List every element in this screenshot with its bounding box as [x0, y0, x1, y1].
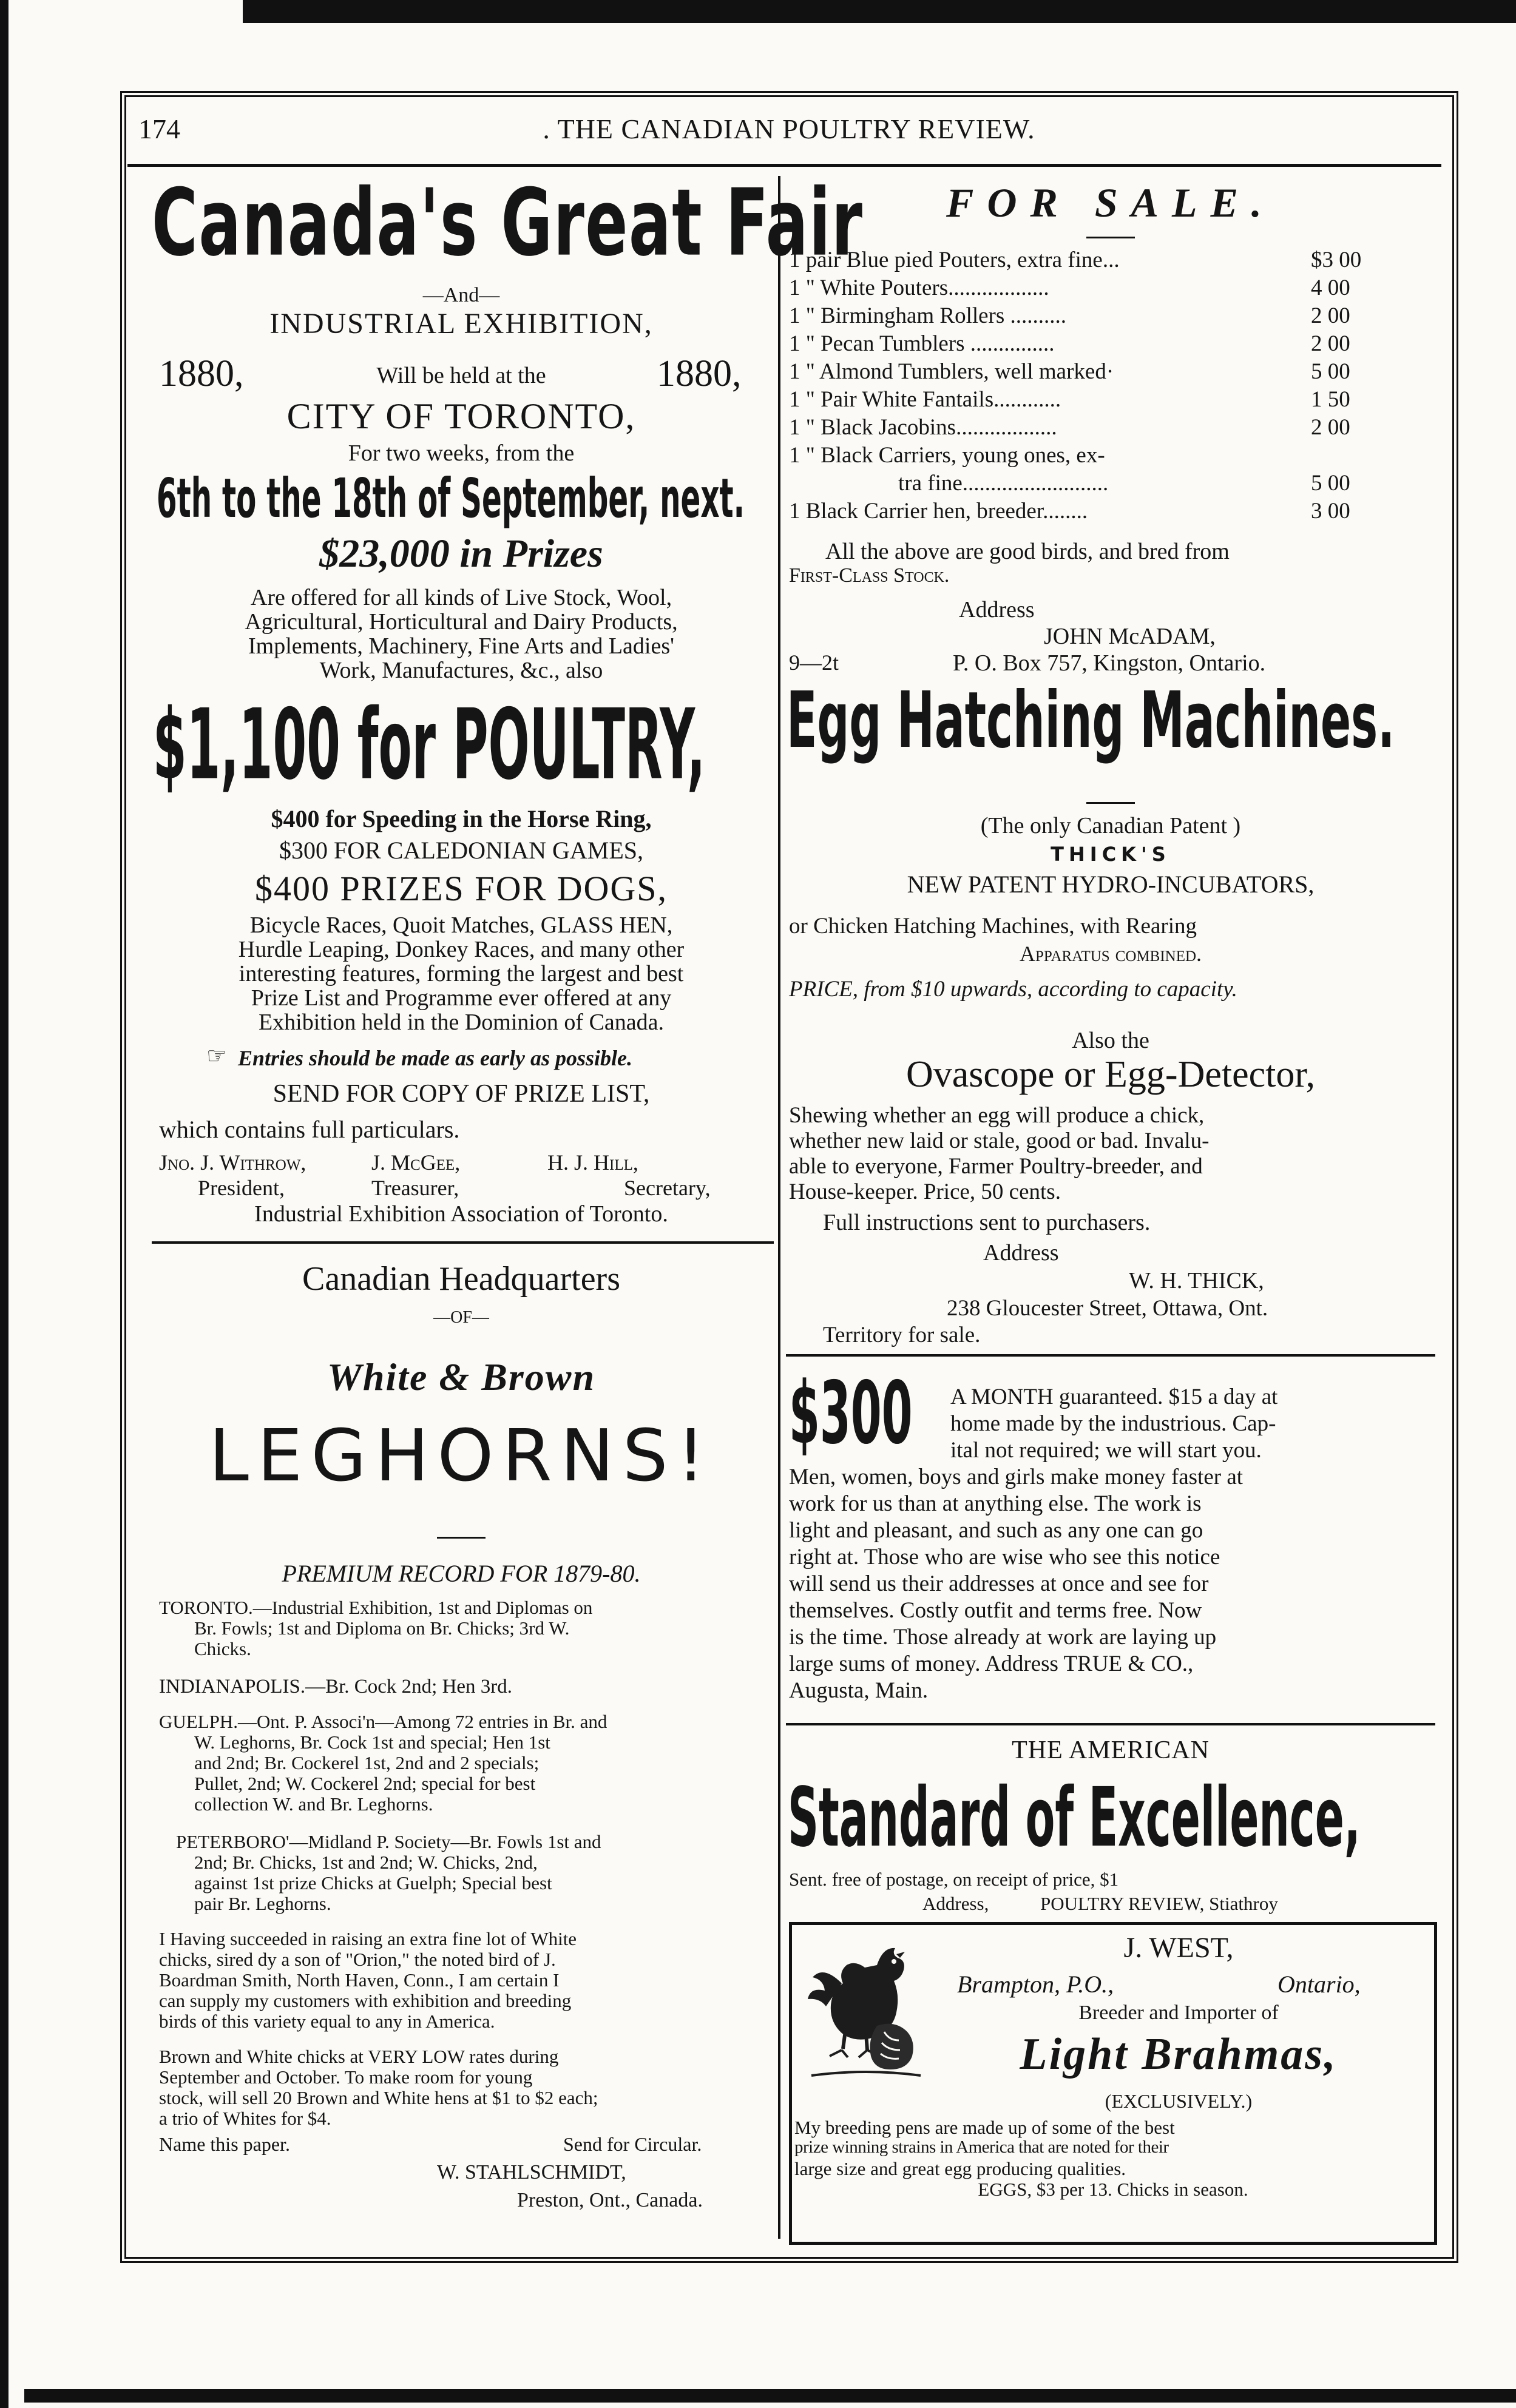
text-line: ital not required; we will start you. [950, 1438, 1262, 1463]
text-line: Men, women, boys and girls make money faster at [789, 1465, 1244, 1489]
sale-item-label: 1 " Black Jacobins.................. [789, 415, 1057, 440]
fair-association: Industrial Exhibition Association of Toronto. [254, 1201, 668, 1227]
text-line: can supply my customers with exhibition and breeding [159, 1990, 572, 2011]
text-line: Br. Fowls; 1st and Diploma on Br. Chicks; 3rd W. [194, 1617, 570, 1639]
fair-headline: Canada's Great Fair [152, 169, 864, 277]
text-line: Bicycle Races, Quoit Matches, GLASS HEN, [249, 912, 673, 938]
standard-title: Standard of Excellence, [788, 1769, 1361, 1865]
text-line: PETERBORO'—Midland P. Society—Br. Fowls 1st and [176, 1831, 601, 1852]
fair-and: —And— [422, 284, 500, 306]
text-line: 2nd; Br. Chicks, 1st and 2nd; W. Chicks, 2nd, [194, 1852, 538, 1873]
sale-item-label: 1 " White Pouters.................. [789, 275, 1049, 300]
leghorns-record: PREMIUM RECORD FOR 1879-80. [282, 1560, 641, 1587]
column-rule [778, 176, 780, 2239]
egg-price: PRICE, from $10 upwards, according to capacity. [789, 977, 1237, 1002]
text-line: Implements, Machinery, Fine Arts and Ladies' [248, 633, 674, 659]
standard-address-label: Address, [922, 1893, 989, 1914]
text-line: Shewing whether an egg will produce a chick, [789, 1103, 1205, 1128]
west-advertisement [789, 1922, 1437, 2245]
fair-poultry-headline: $1,100 for POULTRY, [153, 688, 706, 801]
sale-item-label: 1 " Birmingham Rollers .......... [789, 303, 1067, 328]
fair-contains: which contains full particulars. [159, 1116, 460, 1143]
fair-prizes: $23,000 in Prizes [319, 531, 603, 576]
title-treasurer: Treasurer, [371, 1176, 459, 1200]
egg-brand: THICK'S [1051, 843, 1171, 866]
egg-or-chicken: or Chicken Hatching Machines, with Rearing [789, 914, 1197, 939]
text-line: Work, Manufactures, &c., also [319, 658, 603, 683]
leghorns-of: —OF— [433, 1308, 489, 1327]
text-line: is the time. Those already at work are laying up [789, 1625, 1217, 1650]
sale-item-price: 1 50 [1311, 387, 1350, 412]
fair-dates: 6th to the 18th of September, next. [157, 468, 745, 530]
for-sale-name: JOHN McADAM, [1044, 624, 1216, 649]
egg-territory: Territory for sale. [823, 1323, 981, 1347]
fair-city: CITY OF TORONTO, [286, 396, 636, 436]
sale-item-label: tra fine.......................... [898, 471, 1109, 496]
text-line: birds of this variety equal to any in America. [159, 2011, 495, 2032]
leghorns-heading: Canadian Headquarters [302, 1260, 620, 1298]
west-breed: Light Brahmas, [1020, 2029, 1338, 2079]
standard-the-american: THE AMERICAN [1012, 1736, 1210, 1764]
egg-patent: (The only Canadian Patent ) [980, 813, 1241, 838]
sale-item-label: 1 " Almond Tumblers, well marked· [789, 359, 1114, 384]
seller-name: W. STAHLSCHMIDT, [437, 2161, 626, 2184]
seller-address: Preston, Ont., Canada. [517, 2189, 703, 2211]
egg-incubators: NEW PATENT HYDRO-INCUBATORS, [907, 871, 1315, 898]
rooster-and-hen-cut [805, 1941, 927, 2086]
text-line: House-keeper. Price, 50 cents. [789, 1179, 1061, 1204]
sale-item-price: 2 00 [1311, 303, 1350, 328]
header-rule [127, 164, 1441, 167]
text-line: GUELPH.—Ont. P. Associ'n—Among 72 entries in Br. and [159, 1711, 607, 1732]
west-breeder: Breeder and Importer of [1078, 2002, 1279, 2024]
fair-dogs: $400 PRIZES FOR DOGS, [254, 869, 668, 908]
sale-item-label: 1 " Pair White Fantails............ [789, 387, 1061, 412]
sale-item-price: 2 00 [1311, 331, 1350, 356]
text-line: against 1st prize Chicks at Guelph; Special best [194, 1872, 552, 1894]
text-line: chicks, sired dy a son of "Orion," the noted bird of J. [159, 1949, 556, 1970]
section-rule [786, 1354, 1435, 1357]
for-sale-note-2: First-Class Stock. [789, 564, 950, 587]
standard-address: POULTRY REVIEW, Stiathroy [1040, 1893, 1278, 1914]
section-rule [152, 1241, 774, 1244]
west-name: J. WEST, [1123, 1932, 1234, 1964]
text-line: able to everyone, Farmer Poultry-breeder, and [789, 1154, 1203, 1179]
officer-withrow: Jno. J. Withrow, [159, 1150, 306, 1175]
standard-sent: Sent. free of postage, on receipt of price, $1 [789, 1869, 1119, 1890]
sale-item-label: 1 Black Carrier hen, breeder........ [789, 499, 1088, 524]
fair-weeks: For two weeks, from the [348, 440, 575, 466]
fair-year-left: 1880, [159, 353, 244, 394]
text-line: Augusta, Main. [789, 1678, 929, 1703]
egg-instructions: Full instructions sent to purchasers. [823, 1210, 1151, 1235]
west-province: Ontario, [1277, 1971, 1361, 1998]
title-president: President, [198, 1176, 285, 1200]
text-line: will send us their addresses at once and see for [789, 1571, 1209, 1596]
sale-item-price: 5 00 [1311, 359, 1350, 384]
bottom-border-bar [24, 2389, 1516, 2403]
text-line: prize winning strains in America that are noted for their [794, 2137, 1169, 2157]
text-line: Exhibition held in the Dominion of Canada. [258, 1010, 665, 1035]
sale-item-label: 1 " Pecan Tumblers ............... [789, 331, 1055, 356]
text-line: large sums of money. Address TRUE & CO., [789, 1651, 1194, 1676]
text-line: INDIANAPOLIS.—Br. Cock 2nd; Hen 3rd. [159, 1676, 513, 1698]
west-town: Brampton, P.O., [957, 1971, 1114, 1998]
sale-item-price: 3 00 [1311, 499, 1350, 524]
text-line: Prize List and Programme ever offered at any [251, 985, 672, 1011]
text-line: and 2nd; Br. Cockerel 1st, 2nd and 2 specials; [194, 1752, 540, 1773]
text-line: Boardman Smith, North Haven, Conn., I am certain I [159, 1969, 560, 1991]
for-sale-title: FOR SALE. [946, 180, 1275, 226]
text-line: Pullet, 2nd; W. Cockerel 2nd; special for best [194, 1773, 536, 1794]
text-line: interesting features, forming the largest and best [239, 961, 684, 986]
text-line: home made by the industrious. Cap- [950, 1411, 1276, 1436]
leghorns-title: LEGHORNS! [209, 1414, 714, 1497]
send-for-circular: Send for Circular. [563, 2133, 702, 2155]
egg-name: W. H. THICK, [1129, 1268, 1264, 1293]
month-big: $300 [789, 1363, 913, 1463]
west-exclusively: (EXCLUSIVELY.) [1105, 2090, 1253, 2112]
text-line: stock, will sell 20 Brown and White hens at $1 to $2 each; [159, 2087, 598, 2108]
text-line: EGGS, $3 per 13. Chicks in season. [978, 2179, 1248, 2200]
sale-item-label: 1 " Black Carriers, young ones, ex- [789, 443, 1105, 468]
title-secretary: Secretary, [624, 1176, 711, 1200]
leghorns-breed: White & Brown [327, 1355, 596, 1398]
pointing-hand-icon: ☞ [206, 1044, 228, 1069]
top-border-bar [243, 0, 1516, 23]
egg-title: Egg Hatching Machines. [787, 675, 1395, 766]
short-rule [1086, 802, 1135, 804]
short-rule [437, 1537, 486, 1539]
egg-also: Also the [1072, 1028, 1149, 1053]
text-line: whether new laid or stale, good or bad. Invalu- [789, 1128, 1210, 1153]
text-line: large size and great egg producing qualities. [794, 2158, 1126, 2179]
egg-address-label: Address [983, 1240, 1059, 1266]
for-sale-note-1: All the above are good birds, and bred from [825, 539, 1230, 564]
text-line: Brown and White chicks at VERY LOW rates during [159, 2046, 559, 2067]
text-line: September and October. To make room for young [159, 2066, 533, 2088]
text-line: right at. Those who are wise who see this notice [789, 1545, 1220, 1570]
for-sale-box: P. O. Box 757, Kingston, Ontario. [953, 650, 1266, 676]
egg-ovascope: Ovascope or Egg-Detector, [905, 1054, 1316, 1095]
name-this-paper: Name this paper. [159, 2133, 290, 2155]
short-rule [1086, 237, 1135, 238]
fair-entries: Entries should be made as early as possible. [238, 1046, 633, 1070]
fair-send: SEND FOR COPY OF PRIZE LIST, [272, 1080, 650, 1108]
text-line: My breeding pens are made up of some of the best [794, 2117, 1175, 2138]
page-number: 174 [138, 113, 180, 144]
text-line: Agricultural, Horticultural and Dairy Products, [245, 609, 678, 635]
text-line: pair Br. Leghorns. [194, 1893, 331, 1914]
text-line: collection W. and Br. Leghorns. [194, 1793, 433, 1815]
officer-hill: H. J. Hill, [547, 1150, 638, 1175]
text-line: Hurdle Leaping, Donkey Races, and many other [238, 937, 685, 962]
sale-item-price: 5 00 [1311, 471, 1350, 496]
text-line: I Having succeeded in raising an extra fine lot of White [159, 1928, 577, 1949]
section-rule [786, 1723, 1435, 1725]
fair-speeding: $400 for Speeding in the Horse Ring, [271, 805, 652, 832]
text-line: Chicks. [194, 1638, 251, 1659]
egg-apparatus: Apparatus combined. [1019, 942, 1202, 966]
officer-mcgee: J. McGee, [371, 1150, 461, 1175]
sale-item-label: 1 pair Blue pied Pouters, extra fine... [789, 248, 1120, 272]
left-edge-bar [0, 0, 8, 2408]
fair-caledonian: $300 FOR CALEDONIAN GAMES, [279, 837, 644, 864]
journal-title: . THE CANADIAN POULTRY REVIEW. [543, 113, 1035, 144]
text-line: TORONTO.—Industrial Exhibition, 1st and Diplomas on [159, 1597, 593, 1618]
fair-subtitle: INDUSTRIAL EXHIBITION, [269, 308, 653, 340]
sale-item-price: 4 00 [1311, 275, 1350, 300]
text-line: light and pleasant, and such as any one can go [789, 1518, 1203, 1543]
text-line: Are offered for all kinds of Live Stock, Wool, [250, 585, 672, 610]
sale-item-price: $3 00 [1311, 248, 1362, 272]
for-sale-code: 9—2t [789, 650, 839, 675]
egg-street: 238 Gloucester Street, Ottawa, Ont. [947, 1296, 1268, 1321]
for-sale-address-label: Address [959, 597, 1035, 622]
text-line: work for us than at anything else. The work is [789, 1491, 1202, 1516]
text-line: a trio of Whites for $4. [159, 2108, 331, 2129]
text-line: themselves. Costly outfit and terms free. Now [789, 1598, 1202, 1623]
sale-item-price: 2 00 [1311, 415, 1350, 440]
fair-held: Will be held at the [376, 363, 546, 388]
text-line: W. Leghorns, Br. Cock 1st and special; Hen 1st [194, 1732, 550, 1753]
fair-year-right: 1880, [657, 353, 742, 394]
text-line: A MONTH guaranteed. $15 a day at [950, 1384, 1278, 1409]
